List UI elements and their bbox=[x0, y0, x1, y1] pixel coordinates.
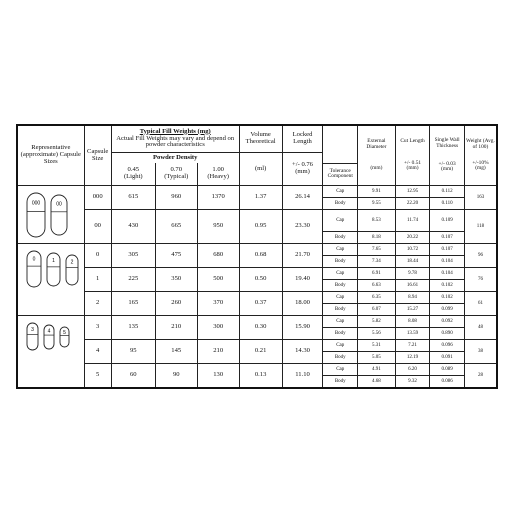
tol-blank-header bbox=[323, 125, 358, 163]
fill-light-cell: 430 bbox=[111, 210, 155, 244]
cap-diameter-cell: 8.53 bbox=[358, 210, 396, 232]
fill-heavy-cell: 1370 bbox=[197, 186, 239, 210]
capsule-row-000-cap bbox=[17, 186, 497, 198]
locked-length-header: Locked Length bbox=[282, 125, 323, 153]
component-body-label: Body bbox=[323, 255, 358, 267]
body-wall-thickness-cell: 0.110 bbox=[430, 198, 465, 210]
weight-cell: 118 bbox=[464, 210, 497, 244]
cap-wall-thickness-cell: 0.112 bbox=[430, 186, 465, 198]
fill-typical-cell: 260 bbox=[155, 291, 197, 315]
capsule-label: 0 bbox=[32, 256, 36, 263]
weight-unit: (mg) bbox=[475, 165, 486, 172]
fill-light-cell: 615 bbox=[111, 186, 155, 210]
volume-unit: (ml) bbox=[239, 153, 282, 186]
body-diameter-cell: 6.63 bbox=[358, 279, 396, 291]
fill-light-cell: 135 bbox=[111, 315, 155, 339]
volume-cell: 0.95 bbox=[239, 210, 282, 244]
body-cut-length-cell: 12.19 bbox=[395, 351, 430, 363]
cap-wall-thickness-cell: 0.109 bbox=[430, 210, 465, 232]
body-cut-length-cell: 18.44 bbox=[395, 255, 430, 267]
capsule-row-3-cap bbox=[17, 315, 497, 327]
body-wall-thickness-cell: 0.091 bbox=[430, 351, 465, 363]
cap-cut-length-cell: 7.21 bbox=[395, 339, 430, 351]
component-cap-label: Cap bbox=[323, 186, 358, 198]
external-diameter-label: External Diameter bbox=[366, 137, 387, 150]
density-light-value: 0.45 bbox=[127, 166, 140, 174]
component-body-label: Body bbox=[323, 327, 358, 339]
cap-wall-thickness-cell: 0.089 bbox=[430, 363, 465, 375]
capsule-row-0-cap bbox=[17, 243, 497, 255]
capsule-table bbox=[16, 124, 498, 389]
body-cut-length-cell: 13.59 bbox=[395, 327, 430, 339]
density-heavy-label: (Heavy) bbox=[207, 173, 229, 180]
external-diameter-header bbox=[358, 125, 396, 186]
component-body-label: Body bbox=[323, 198, 358, 210]
component-body-label: Body bbox=[323, 375, 358, 388]
density-heavy-header bbox=[197, 163, 239, 186]
capsule-label: 3 bbox=[31, 326, 34, 333]
cut-length-unit: (mm) bbox=[406, 165, 419, 172]
cap-cut-length-cell: 11.74 bbox=[395, 210, 430, 232]
capsule-illustration-group bbox=[17, 315, 84, 388]
volume-cell: 0.50 bbox=[239, 267, 282, 291]
locked-length-cell: 26.14 bbox=[282, 186, 323, 210]
body-diameter-cell: 8.18 bbox=[358, 231, 396, 243]
cap-wall-thickness-cell: 0.104 bbox=[430, 267, 465, 279]
capsule-drawing-000 bbox=[26, 192, 46, 243]
fill-light-cell: 305 bbox=[111, 243, 155, 267]
capsule-label: 2 bbox=[70, 259, 74, 266]
cap-cut-length-cell: 6.20 bbox=[395, 363, 430, 375]
body-cut-length-cell: 22.20 bbox=[395, 198, 430, 210]
body-diameter-cell: 4.68 bbox=[358, 375, 396, 388]
locked-length-cell: 11.10 bbox=[282, 363, 323, 388]
rep-sizes-header: Representative (approximate) Capsule Sizes bbox=[17, 125, 84, 186]
fill-heavy-cell: 130 bbox=[197, 363, 239, 388]
wall-thickness-label: Single Wall Thickness bbox=[434, 137, 460, 149]
capsule-label: 1 bbox=[52, 257, 55, 264]
weight-cell: 76 bbox=[464, 267, 497, 291]
tolerance-component-header: Tolerance Component bbox=[323, 163, 358, 186]
cap-wall-thickness-cell: 0.096 bbox=[430, 339, 465, 351]
header-row-1 bbox=[17, 125, 497, 153]
fill-heavy-cell: 300 bbox=[197, 315, 239, 339]
cut-length-label: Cut Length bbox=[400, 137, 425, 144]
body-wall-thickness-cell: 0.890 bbox=[430, 327, 465, 339]
capsule-drawing-5 bbox=[59, 326, 70, 353]
cap-cut-length-cell: 8.08 bbox=[395, 315, 430, 327]
fill-typical-cell: 665 bbox=[155, 210, 197, 244]
capsule-label: 4 bbox=[47, 328, 51, 335]
component-cap-label: Cap bbox=[323, 339, 358, 351]
component-body-label: Body bbox=[323, 279, 358, 291]
fill-typical-cell: 350 bbox=[155, 267, 197, 291]
fill-light-cell: 60 bbox=[111, 363, 155, 388]
capsule-label: 00 bbox=[56, 201, 62, 208]
capsule-row-1-cap bbox=[17, 267, 497, 279]
capsule-size-cell: 000 bbox=[84, 186, 111, 210]
component-cap-label: Cap bbox=[323, 243, 358, 255]
volume-cell: 0.30 bbox=[239, 315, 282, 339]
capsule-row-5-cap bbox=[17, 363, 497, 375]
capsule-row-2-cap bbox=[17, 291, 497, 303]
body-wall-thickness-cell: 0.107 bbox=[430, 231, 465, 243]
density-heavy-value: 1.00 bbox=[212, 166, 224, 174]
cap-cut-length-cell: 9.78 bbox=[395, 267, 430, 279]
body-diameter-cell: 5.05 bbox=[358, 351, 396, 363]
body-cut-length-cell: 9.32 bbox=[395, 375, 430, 388]
component-cap-label: Cap bbox=[323, 363, 358, 375]
fill-weights-title: Typical Fill Weights (mg) bbox=[139, 127, 211, 135]
capsule-size-cell: 4 bbox=[84, 339, 111, 363]
density-light-header bbox=[111, 163, 155, 186]
body-wall-thickness-cell: 0.086 bbox=[430, 375, 465, 388]
cap-diameter-cell: 7.65 bbox=[358, 243, 396, 255]
capsule-drawing-00 bbox=[50, 194, 68, 241]
capsule-drawing-1 bbox=[46, 252, 61, 292]
fill-weights-note: Actual Fill Weights may vary and depend on powder characteristics bbox=[116, 134, 235, 149]
capsule-row-00-cap bbox=[17, 210, 497, 232]
fill-light-cell: 165 bbox=[111, 291, 155, 315]
density-typical-label: (Typical) bbox=[164, 173, 189, 180]
weight-tolerance: +/-10% bbox=[472, 159, 489, 166]
fill-heavy-cell: 370 bbox=[197, 291, 239, 315]
component-cap-label: Cap bbox=[323, 210, 358, 232]
capsule-size-cell: 1 bbox=[84, 267, 111, 291]
weight-cell: 48 bbox=[464, 315, 497, 339]
cap-cut-length-cell: 12.95 bbox=[395, 186, 430, 198]
density-typical-value: 0.70 bbox=[170, 166, 183, 174]
capsule-label: 000 bbox=[31, 200, 41, 207]
volume-cell: 0.21 bbox=[239, 339, 282, 363]
capsule-size-header: Capsule Size bbox=[84, 125, 111, 186]
fill-typical-cell: 145 bbox=[155, 339, 197, 363]
locked-length-cell: 15.90 bbox=[282, 315, 323, 339]
body-diameter-cell: 5.56 bbox=[358, 327, 396, 339]
capsule-size-cell: 2 bbox=[84, 291, 111, 315]
cap-diameter-cell: 4.91 bbox=[358, 363, 396, 375]
locked-length-cell: 23.30 bbox=[282, 210, 323, 244]
volume-cell: 0.68 bbox=[239, 243, 282, 267]
component-cap-label: Cap bbox=[323, 315, 358, 327]
wall-thickness-tolerance: +/- 0.03 bbox=[438, 160, 456, 167]
capsule-illustration-group bbox=[17, 243, 84, 315]
capsule-size-cell: 3 bbox=[84, 315, 111, 339]
cap-cut-length-cell: 10.72 bbox=[395, 243, 430, 255]
component-body-label: Body bbox=[323, 303, 358, 315]
fill-heavy-cell: 500 bbox=[197, 267, 239, 291]
locked-length-unit: (mm) bbox=[295, 168, 310, 175]
weight-cell: 163 bbox=[464, 186, 497, 210]
weight-cell: 28 bbox=[464, 363, 497, 388]
fill-typical-cell: 960 bbox=[155, 186, 197, 210]
locked-length-cell: 14.30 bbox=[282, 339, 323, 363]
cut-length-header bbox=[395, 125, 430, 186]
volume-cell: 0.37 bbox=[239, 291, 282, 315]
wall-thickness-header bbox=[430, 125, 465, 186]
volume-cell: 0.13 bbox=[239, 363, 282, 388]
locked-length-cell: 21.70 bbox=[282, 243, 323, 267]
capsule-drawing-0 bbox=[26, 250, 42, 293]
cut-length-tolerance: +/- 0.51 bbox=[403, 159, 422, 166]
fill-light-cell: 95 bbox=[111, 339, 155, 363]
cap-diameter-cell: 6.91 bbox=[358, 267, 396, 279]
cap-diameter-cell: 5.82 bbox=[358, 315, 396, 327]
cap-diameter-cell: 6.35 bbox=[358, 291, 396, 303]
volume-cell: 1.37 bbox=[239, 186, 282, 210]
density-typical-header bbox=[155, 163, 197, 186]
cap-cut-length-cell: 8.94 bbox=[395, 291, 430, 303]
weight-header bbox=[464, 125, 497, 186]
capsule-size-cell: 0 bbox=[84, 243, 111, 267]
body-cut-length-cell: 15.27 bbox=[395, 303, 430, 315]
fill-typical-cell: 90 bbox=[155, 363, 197, 388]
capsule-row-4-cap bbox=[17, 339, 497, 351]
body-cut-length-cell: 20.22 bbox=[395, 231, 430, 243]
capsule-drawing-3 bbox=[26, 322, 39, 356]
volume-header: Volume Theoretical bbox=[239, 125, 282, 153]
body-wall-thickness-cell: 0.099 bbox=[430, 303, 465, 315]
component-cap-label: Cap bbox=[323, 291, 358, 303]
fill-weights-header bbox=[111, 125, 239, 153]
capsule-size-cell: 5 bbox=[84, 363, 111, 388]
fill-light-cell: 225 bbox=[111, 267, 155, 291]
body-diameter-cell: 7.34 bbox=[358, 255, 396, 267]
body-cut-length-cell: 16.61 bbox=[395, 279, 430, 291]
component-cap-label: Cap bbox=[323, 267, 358, 279]
locked-length-sub bbox=[282, 153, 323, 186]
body-diameter-cell: 9.55 bbox=[358, 198, 396, 210]
fill-heavy-cell: 210 bbox=[197, 339, 239, 363]
fill-typical-cell: 210 bbox=[155, 315, 197, 339]
weight-label: Weight (Avg. of 100) bbox=[466, 138, 495, 150]
cap-wall-thickness-cell: 0.107 bbox=[430, 243, 465, 255]
density-light-label: (Light) bbox=[123, 173, 143, 180]
powder-density-header: Powder Density bbox=[111, 153, 239, 164]
cap-wall-thickness-cell: 0.092 bbox=[430, 315, 465, 327]
fill-heavy-cell: 950 bbox=[197, 210, 239, 244]
capsule-label: 5 bbox=[63, 329, 66, 336]
body-diameter-cell: 6.07 bbox=[358, 303, 396, 315]
capsule-drawing-4 bbox=[43, 324, 55, 355]
capsule-size-chart bbox=[16, 124, 498, 412]
capsule-size-cell: 00 bbox=[84, 210, 111, 244]
capsule-drawing-2 bbox=[65, 254, 79, 291]
locked-length-cell: 19.40 bbox=[282, 267, 323, 291]
cap-diameter-cell: 5.31 bbox=[358, 339, 396, 351]
body-wall-thickness-cell: 0.104 bbox=[430, 255, 465, 267]
weight-cell: 38 bbox=[464, 339, 497, 363]
weight-cell: 61 bbox=[464, 291, 497, 315]
capsule-illustration-group bbox=[17, 186, 84, 244]
locked-length-tolerance: +/- 0.76 bbox=[292, 161, 313, 169]
external-diameter-unit: (mm) bbox=[370, 165, 383, 172]
fill-heavy-cell: 680 bbox=[197, 243, 239, 267]
fill-typical-cell: 475 bbox=[155, 243, 197, 267]
cap-wall-thickness-cell: 0.102 bbox=[430, 291, 465, 303]
component-body-label: Body bbox=[323, 351, 358, 363]
weight-cell: 96 bbox=[464, 243, 497, 267]
component-body-label: Body bbox=[323, 231, 358, 243]
cap-diameter-cell: 9.91 bbox=[358, 186, 396, 198]
body-wall-thickness-cell: 0.102 bbox=[430, 279, 465, 291]
locked-length-cell: 18.00 bbox=[282, 291, 323, 315]
wall-thickness-unit: (mm) bbox=[441, 166, 454, 173]
